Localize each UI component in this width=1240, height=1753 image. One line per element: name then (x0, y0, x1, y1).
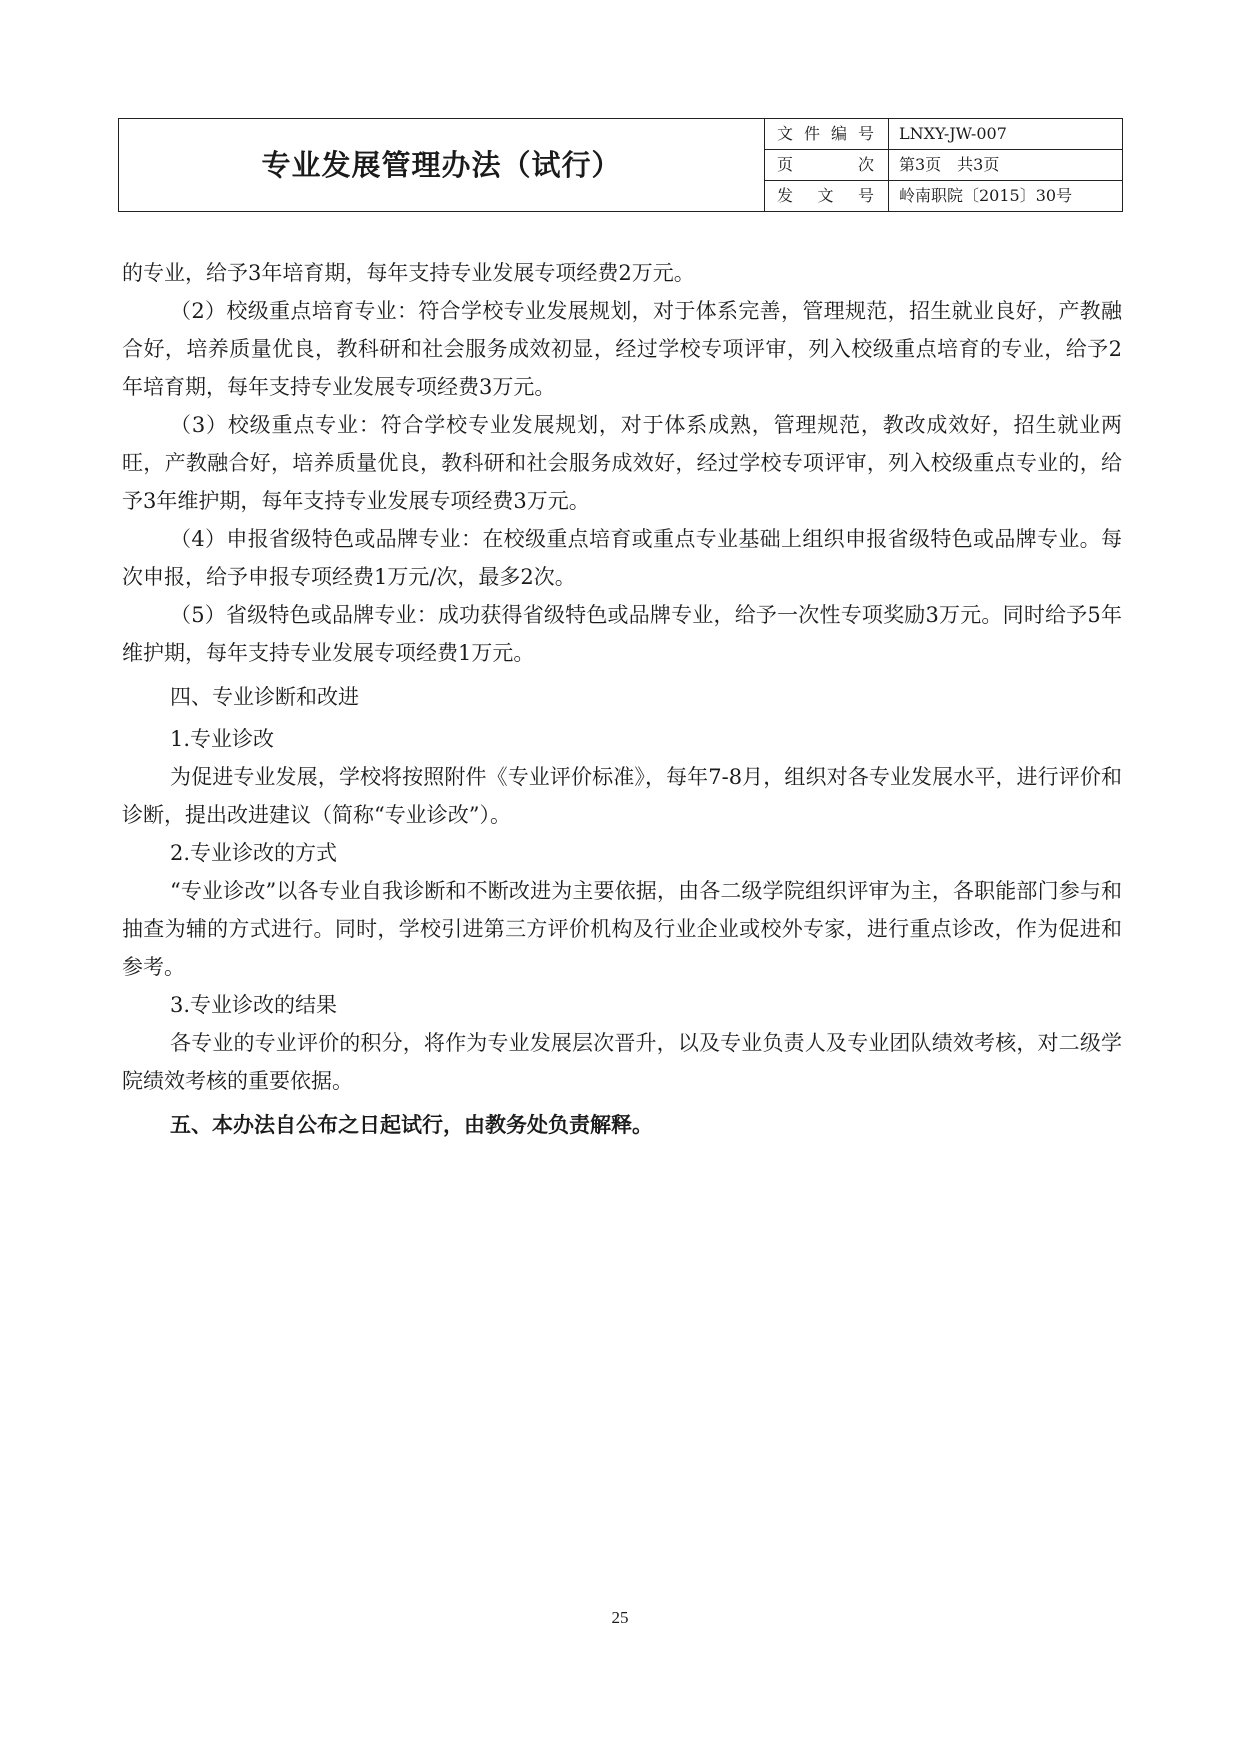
document-header-table (118, 118, 1123, 212)
subsection-title-2: 2.专业诊改的方式 (170, 841, 338, 865)
subsection-text-3: 各专业的专业评价的积分，将作为专业发展层次晋升，以及专业负责人及专业团队绩效考核，对二级学院绩效考核的重要依据。 (122, 1031, 1122, 1093)
page-count-label: 页次 (765, 150, 889, 181)
section-heading-4: 四、专业诊断和改进 (170, 685, 359, 709)
subsection-title-3: 3.专业诊改的结果 (170, 993, 338, 1017)
document-title: 专业发展管理办法（试行） (119, 119, 765, 212)
subsection-text-1: 为促进专业发展，学校将按照附件《专业评价标准》，每年7-8月，组织对各专业发展水平，进行评价和诊断，提出改进建议（简称“专业诊改”）。 (122, 765, 1122, 827)
issue-number-label: 发文号 (765, 181, 889, 212)
subsection-text-2: “专业诊改”以各专业自我诊断和不断改进为主要依据，由各二级学院组织评审为主，各职能部门参与和抽查为辅的方式进行。同时，学校引进第三方评价机构及行业企业或校外专家，进行重点诊改，作为促进和参考。 (122, 879, 1122, 979)
page-count-value: 第3页 共3页 (889, 150, 1123, 181)
paragraph-provincial-application: （4）申报省级特色或品牌专业：在校级重点培育或重点专业基础上组织申报省级特色或品牌专业。每次申报，给予申报专项经费1万元/次，最多2次。 (122, 527, 1122, 589)
page-number: 25 (611, 1608, 629, 1627)
paragraph-school-key-cultivation: （2）校级重点培育专业：符合学校专业发展规划，对于体系完善，管理规范，招生就业良好，产教融合好，培养质量优良，教科研和社会服务成效初显，经过学校专项评审，列入校级重点培育的专业，给予2年培育期，每年支持专业发展专项经费3万元。 (122, 299, 1122, 399)
document-body (122, 254, 1122, 1148)
paragraph-continued: 的专业，给予3年培育期，每年支持专业发展专项经费2万元。 (122, 261, 695, 285)
paragraph-school-key-major: （3）校级重点专业：符合学校专业发展规划，对于体系成熟，管理规范，教改成效好，招生就业两旺，产教融合好，培养质量优良，教科研和社会服务成效好，经过学校专项评审，列入校级重点专业的，给予3年维护期，每年支持专业发展专项经费3万元。 (122, 413, 1122, 513)
file-number-value: LNXY-JW-007 (889, 119, 1123, 150)
file-number-label: 文件编号 (765, 119, 889, 150)
section-heading-5: 五、本办法自公布之日起试行，由教务处负责解释。 (170, 1113, 653, 1137)
issue-number-value: 岭南职院〔2015〕30号 (889, 181, 1123, 212)
paragraph-provincial-major: （5）省级特色或品牌专业：成功获得省级特色或品牌专业，给予一次性专项奖励3万元。同时给予5年维护期，每年支持专业发展专项经费1万元。 (122, 603, 1122, 665)
subsection-title-1: 1.专业诊改 (170, 727, 275, 751)
